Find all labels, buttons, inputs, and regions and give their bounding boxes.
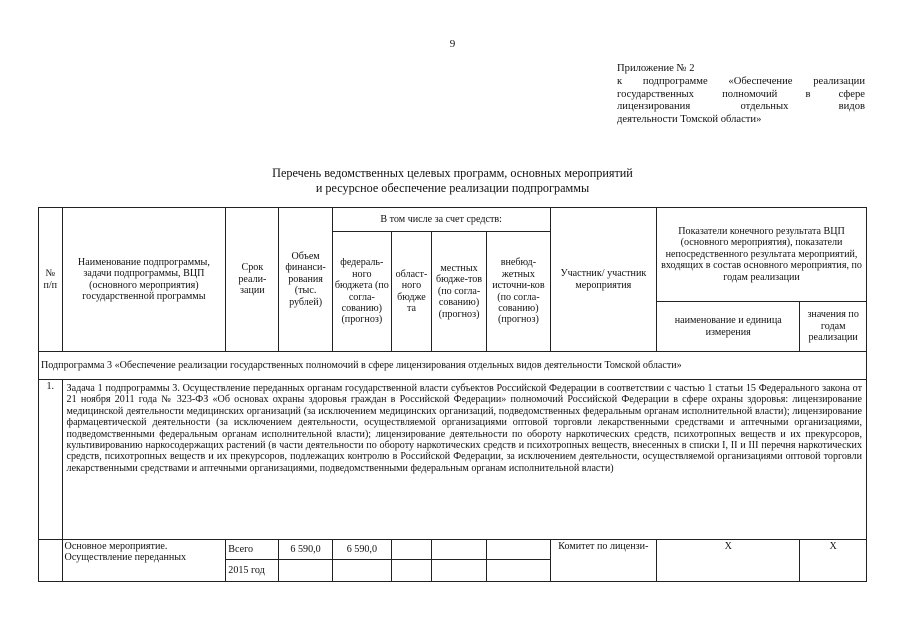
appendix-line: государственных полномочий в сфере: [617, 88, 865, 100]
header-regional: област-ного бюдже та: [392, 232, 432, 352]
activity-term: Всего: [226, 540, 279, 560]
header-including: В том числе за счет средств:: [332, 208, 550, 232]
activity-number: [39, 540, 63, 582]
page-number: 9: [449, 38, 456, 50]
program-table: [38, 207, 867, 582]
subprogram-row: Подпрограмма 3 «Обеспечение реализации государственных полномочий в сфере лицензирования отдельных видов деятельности Томской области»: [39, 352, 867, 380]
activity-term: 2015 год: [226, 560, 279, 582]
activity-local: [431, 540, 486, 560]
activity-extra: [487, 540, 550, 560]
header-participant: Участник/ участник мероприятия: [550, 208, 656, 352]
header-name: Наименование подпрограммы, задачи подпрограммы, ВЦП (основного мероприятия) государственной программы: [62, 208, 226, 352]
activity-federal: [332, 560, 391, 582]
activity-name: Основное мероприятие. Осуществление переданных: [62, 540, 226, 582]
appendix-line: лицензирования отдельных видов: [617, 101, 865, 113]
header-term: Срок реали-зации: [226, 208, 279, 352]
header-indicators: Показатели конечного результата ВЦП (основного мероприятия), показатели непосредственного результата мероприятий, входящих в состав основного мероприятия, по годам реализации: [657, 208, 867, 302]
title-line: и ресурсное обеспечение реализации подпрограммы: [315, 181, 590, 195]
header-num: № п/п: [39, 208, 63, 352]
activity-local: [431, 560, 486, 582]
header-volume: Объем финанси-рования (тыс. рублей): [279, 208, 332, 352]
activity-federal: 6 590,0: [332, 540, 391, 560]
appendix-block: [617, 63, 865, 127]
activity-regional: [392, 560, 432, 582]
header-extra: внебюд-жетных источни-ков (по согла-сованию) (прогноз): [487, 232, 550, 352]
activity-regional: [392, 540, 432, 560]
activity-indicator-name: X: [657, 540, 800, 582]
appendix-line: к подпрограмме «Обеспечение реализации: [617, 75, 865, 87]
header-indicator-name: наименование и единица измерения: [657, 302, 800, 352]
header-federal: федераль-ного бюджета (по согла-сованию) (прогноз): [332, 232, 391, 352]
task-description: Задача 1 подпрограммы 3. Осуществление переданных органам государственной власти субъектов Российской Федерации в соответствии с частью 1 статьи 15 Федерального закона от 21 ноября 2011 года № 323-ФЗ «Об основах охраны здоровья граждан в Российской Федерации» полномочий Российской Федерации в сфере охраны здоровья: лицензирование медицинской деятельности медицинских организаций (за исключением медицинских организаций, подведомственных федеральным органам исполнительной власти); лицензирование фармацевтической деятельности (за исключением деятельности, осуществляемой организациями оптовой торговли лекарственными средствами и аптечными организациями, подведомственными федеральным органам исполнительной власти); лицензирование деятельности по обороту наркотических средств, психотропных веществ и их прекурсоров, культивированию наркосодержащих растений (в части деятельности по обороту наркотических средств и психотропных веществ, внесенных в списки I, II и III перечня наркотических средств, психотропных веществ и их прекурсоров, подлежащих контролю в Российской Федерации, за исключением деятельности, осуществляемой организациями оптовой торговли лекарственными средствами и аптечными организациями, подведомственными федеральным органам исполнительной власти): [62, 380, 866, 540]
header-indicator-values: значения по годам реализации: [800, 302, 867, 352]
title-line: Перечень ведомственных целевых программ, основных мероприятий: [272, 166, 633, 180]
header-local: местных бюдже-тов (по согла-сованию) (прогноз): [431, 232, 486, 352]
appendix-line: Приложение № 2: [617, 63, 695, 74]
activity-volume: 6 590,0: [279, 540, 332, 560]
document-title: [0, 166, 905, 196]
appendix-line: деятельности Томской области»: [617, 114, 762, 126]
activity-indicator-values: X: [800, 540, 867, 582]
activity-extra: [487, 560, 550, 582]
activity-participant: Комитет по лицензи-: [550, 540, 656, 582]
activity-volume: [279, 560, 332, 582]
task-number: 1.: [39, 380, 63, 540]
